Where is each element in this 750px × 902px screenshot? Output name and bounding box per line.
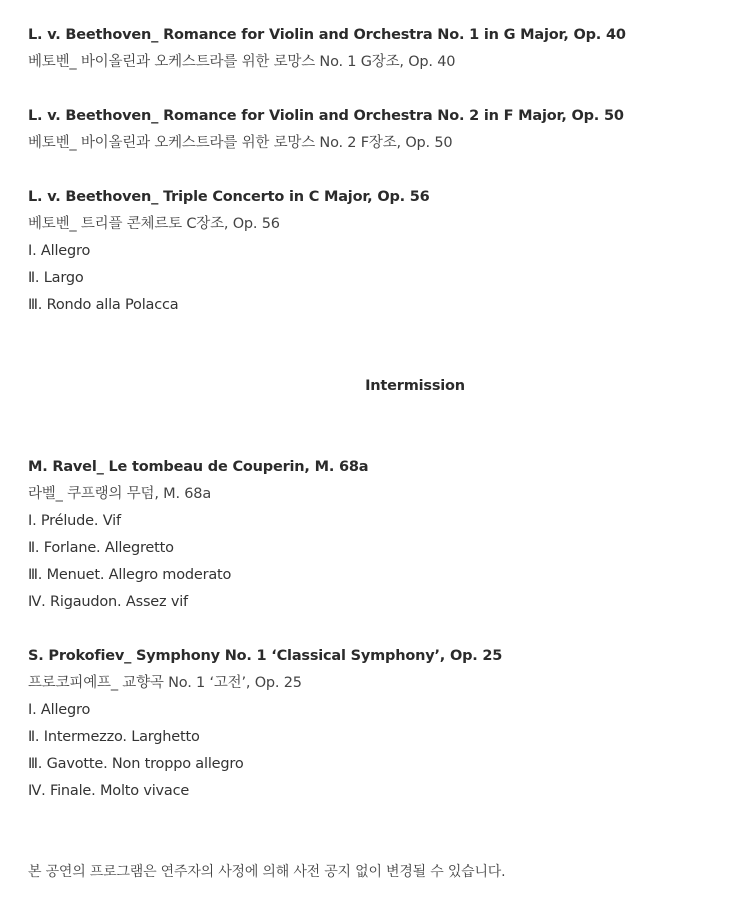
movement-item: Ⅰ. Allegro (28, 243, 91, 259)
movement-item: Ⅰ. Allegro (28, 702, 91, 718)
piece-korean-prokofiev: 프로코피예프_ 교향곡 No. 1 ‘고전’, Op. 25 (28, 675, 302, 691)
movement-item: Ⅳ. Finale. Molto vivace (28, 783, 190, 799)
movement-item: Ⅲ. Menuet. Allegro moderato (28, 567, 232, 583)
intermission-heading: Intermission (365, 378, 465, 394)
piece-korean-beethoven-triple: 베토벤_ 트리플 콘체르토 C장조, Op. 56 (28, 216, 280, 232)
movement-item: Ⅱ. Largo (28, 270, 84, 286)
spacer (28, 832, 728, 859)
spacer (28, 400, 728, 427)
spacer (28, 319, 728, 346)
concert-program (28, 22, 728, 886)
spacer (28, 427, 728, 454)
piece-korean-beethoven-romance-1: 베토벤_ 바이올린과 오케스트라를 위한 로망스 No. 1 G장조, Op. 40 (28, 54, 456, 70)
program-change-notice: 본 공연의 프로그램은 연주자의 사정에 의해 사전 공지 없이 변경될 수 있습니다. (28, 864, 506, 880)
spacer (28, 805, 728, 832)
piece-title-beethoven-triple: L. v. Beethoven_ Triple Concerto in C Major, Op. 56 (28, 189, 430, 205)
piece-title-prokofiev: S. Prokofiev_ Symphony No. 1 ‘Classical Symphony’, Op. 25 (28, 648, 503, 664)
movement-item: Ⅰ. Prélude. Vif (28, 513, 121, 529)
piece-title-ravel: M. Ravel_ Le tombeau de Couperin, M. 68a (28, 459, 369, 475)
piece-title-beethoven-romance-2: L. v. Beethoven_ Romance for Violin and Orchestra No. 2 in F Major, Op. 50 (28, 108, 624, 124)
spacer (28, 157, 728, 184)
movement-item: Ⅳ. Rigaudon. Assez vif (28, 594, 188, 610)
movement-item: Ⅲ. Rondo alla Polacca (28, 297, 179, 313)
movement-item: Ⅱ. Forlane. Allegretto (28, 540, 174, 556)
movement-item: Ⅲ. Gavotte. Non troppo allegro (28, 756, 244, 772)
spacer (28, 76, 728, 103)
piece-korean-ravel: 라벨_ 쿠프랭의 무덤, M. 68a (28, 486, 212, 502)
piece-title-beethoven-romance-1: L. v. Beethoven_ Romance for Violin and Orchestra No. 1 in G Major, Op. 40 (28, 27, 626, 43)
spacer (28, 616, 728, 643)
spacer (28, 346, 728, 373)
movement-item: Ⅱ. Intermezzo. Larghetto (28, 729, 200, 745)
piece-korean-beethoven-romance-2: 베토벤_ 바이올린과 오케스트라를 위한 로망스 No. 2 F장조, Op. 50 (28, 135, 453, 151)
